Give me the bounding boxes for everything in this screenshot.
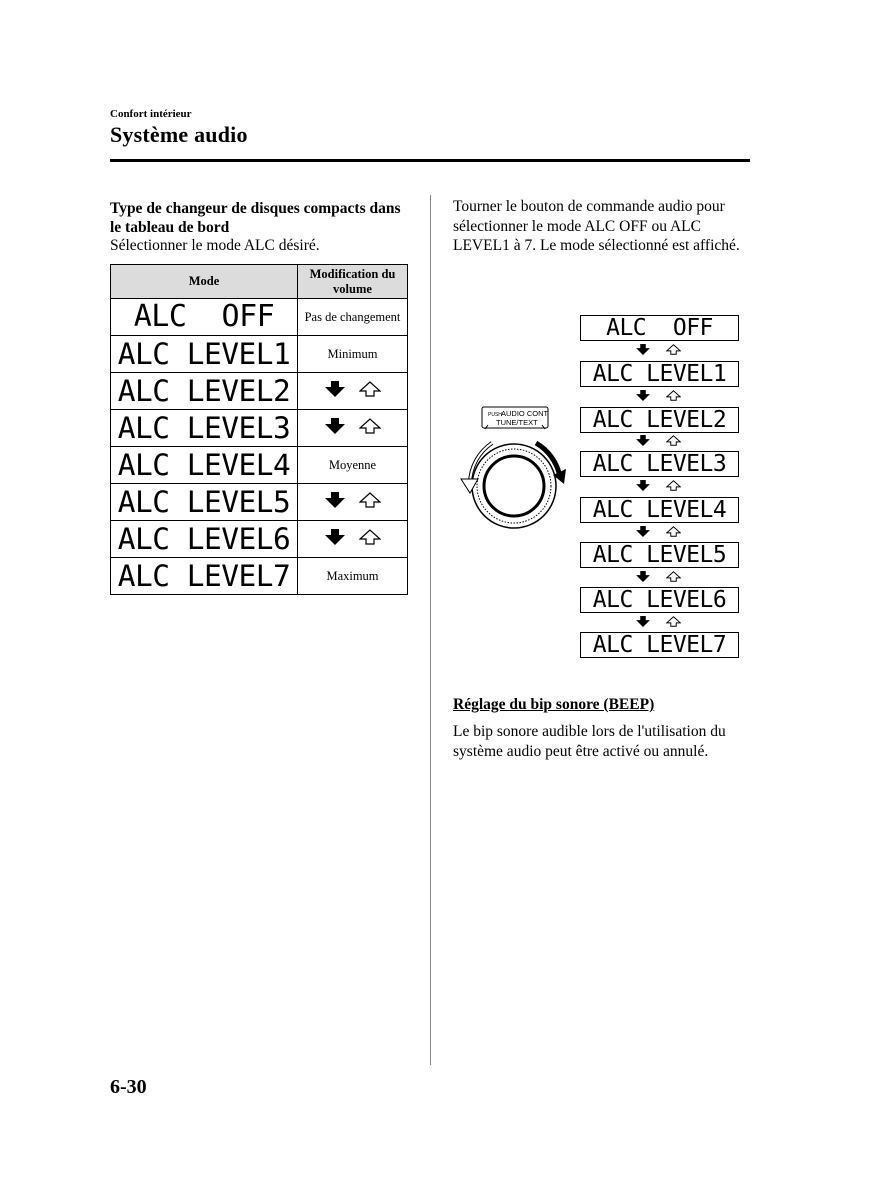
- outline-up-arrow-icon: [359, 381, 381, 397]
- knob-face: [484, 456, 544, 516]
- table-row: [111, 299, 408, 336]
- arrow-pair: [636, 344, 681, 355]
- filled-down-arrow-icon: [636, 571, 650, 582]
- outline-up-arrow-icon: [666, 480, 681, 491]
- audio-knob-illustration: [452, 405, 576, 630]
- left-heading: Type de changeur de disques compacts dans le tableau de bord: [110, 200, 401, 236]
- filled-down-arrow-icon: [325, 529, 345, 545]
- volume-cell: [298, 373, 408, 410]
- lcd-display: ALC LEVEL6: [580, 587, 739, 613]
- table-row: [111, 373, 408, 410]
- table-row: [111, 558, 408, 595]
- mode-cell: ALC LEVEL6: [111, 521, 298, 558]
- filled-down-arrow-icon: [325, 418, 345, 434]
- knob-label-push: PUSH: [488, 412, 502, 418]
- volume-cell: Minimum: [298, 336, 408, 373]
- column-header-volume: Modification du volume: [298, 265, 408, 299]
- mode-cell: ALC LEVEL2: [111, 373, 298, 410]
- filled-down-arrow-icon: [636, 526, 650, 537]
- outline-up-arrow-icon: [359, 418, 381, 434]
- outline-up-arrow-icon: [666, 344, 681, 355]
- volume-cell: Moyenne: [298, 447, 408, 484]
- arrow-pair: [636, 435, 681, 446]
- mode-cell: ALC OFF: [111, 299, 298, 336]
- section-label: Confort intérieur: [110, 108, 192, 120]
- table-row: [111, 447, 408, 484]
- table-header-row: [111, 265, 408, 299]
- filled-down-arrow-icon: [325, 381, 345, 397]
- left-intro: Sélectionner le mode ALC désiré.: [110, 237, 320, 254]
- outline-up-arrow-icon: [359, 492, 381, 508]
- outline-up-arrow-icon: [666, 526, 681, 537]
- outline-up-arrow-icon: [666, 571, 681, 582]
- table-row: [111, 521, 408, 558]
- column-header-mode: Mode: [111, 265, 298, 299]
- outline-up-arrow-icon: [666, 616, 681, 627]
- volume-cell: [298, 410, 408, 447]
- filled-down-arrow-icon: [636, 344, 650, 355]
- mode-cell: ALC LEVEL1: [111, 336, 298, 373]
- table-row: [111, 484, 408, 521]
- filled-down-arrow-icon: [325, 492, 345, 508]
- mode-cell: ALC LEVEL3: [111, 410, 298, 447]
- title-rule: [110, 159, 750, 162]
- mode-cell: ALC LEVEL5: [111, 484, 298, 521]
- table-row: [111, 410, 408, 447]
- table-row: [111, 336, 408, 373]
- column-divider: [430, 195, 431, 1065]
- lcd-display: ALC OFF: [580, 315, 739, 341]
- outline-up-arrow-icon: [359, 529, 381, 545]
- outline-up-arrow-icon: [666, 390, 681, 401]
- lcd-display: ALC LEVEL2: [580, 407, 739, 433]
- arrow-pair: [636, 526, 681, 537]
- arrow-pair: [636, 480, 681, 491]
- volume-cell: Maximum: [298, 558, 408, 595]
- arrow-pair: [636, 571, 681, 582]
- knob-label-audio: AUDIO CONT: [501, 409, 549, 418]
- beep-heading: Réglage du bip sonore (BEEP): [453, 696, 655, 713]
- mode-cell: ALC LEVEL4: [111, 447, 298, 484]
- volume-cell: Pas de changement: [298, 299, 408, 336]
- knob-label-tune: TUNE/TEXT: [496, 418, 538, 427]
- page-number: 6-30: [110, 1076, 147, 1098]
- filled-down-arrow-icon: [636, 435, 650, 446]
- filled-down-arrow-icon: [636, 480, 650, 491]
- lcd-display: ALC LEVEL3: [580, 451, 739, 477]
- lcd-display: ALC LEVEL7: [580, 632, 739, 658]
- arrow-pair: [636, 616, 681, 627]
- alc-mode-table: [110, 264, 408, 595]
- volume-cell: [298, 521, 408, 558]
- filled-down-arrow-icon: [636, 616, 650, 627]
- lcd-display: ALC LEVEL1: [580, 361, 739, 387]
- volume-cell: [298, 484, 408, 521]
- outline-up-arrow-icon: [666, 435, 681, 446]
- arrow-pair: [636, 390, 681, 401]
- filled-down-arrow-icon: [636, 390, 650, 401]
- right-paragraph: Tourner le bouton de commande audio pour sélectionner le mode ALC OFF ou ALC LEVEL1 à 7. Le mode sélectionné est affiché.: [453, 198, 740, 254]
- mode-cell: ALC LEVEL7: [111, 558, 298, 595]
- beep-paragraph: Le bip sonore audible lors de l'utilisation du système audio peut être activé ou annulé.: [453, 723, 726, 760]
- lcd-display: ALC LEVEL5: [580, 542, 739, 568]
- page-title: Système audio: [110, 122, 248, 147]
- lcd-display: ALC LEVEL4: [580, 497, 739, 523]
